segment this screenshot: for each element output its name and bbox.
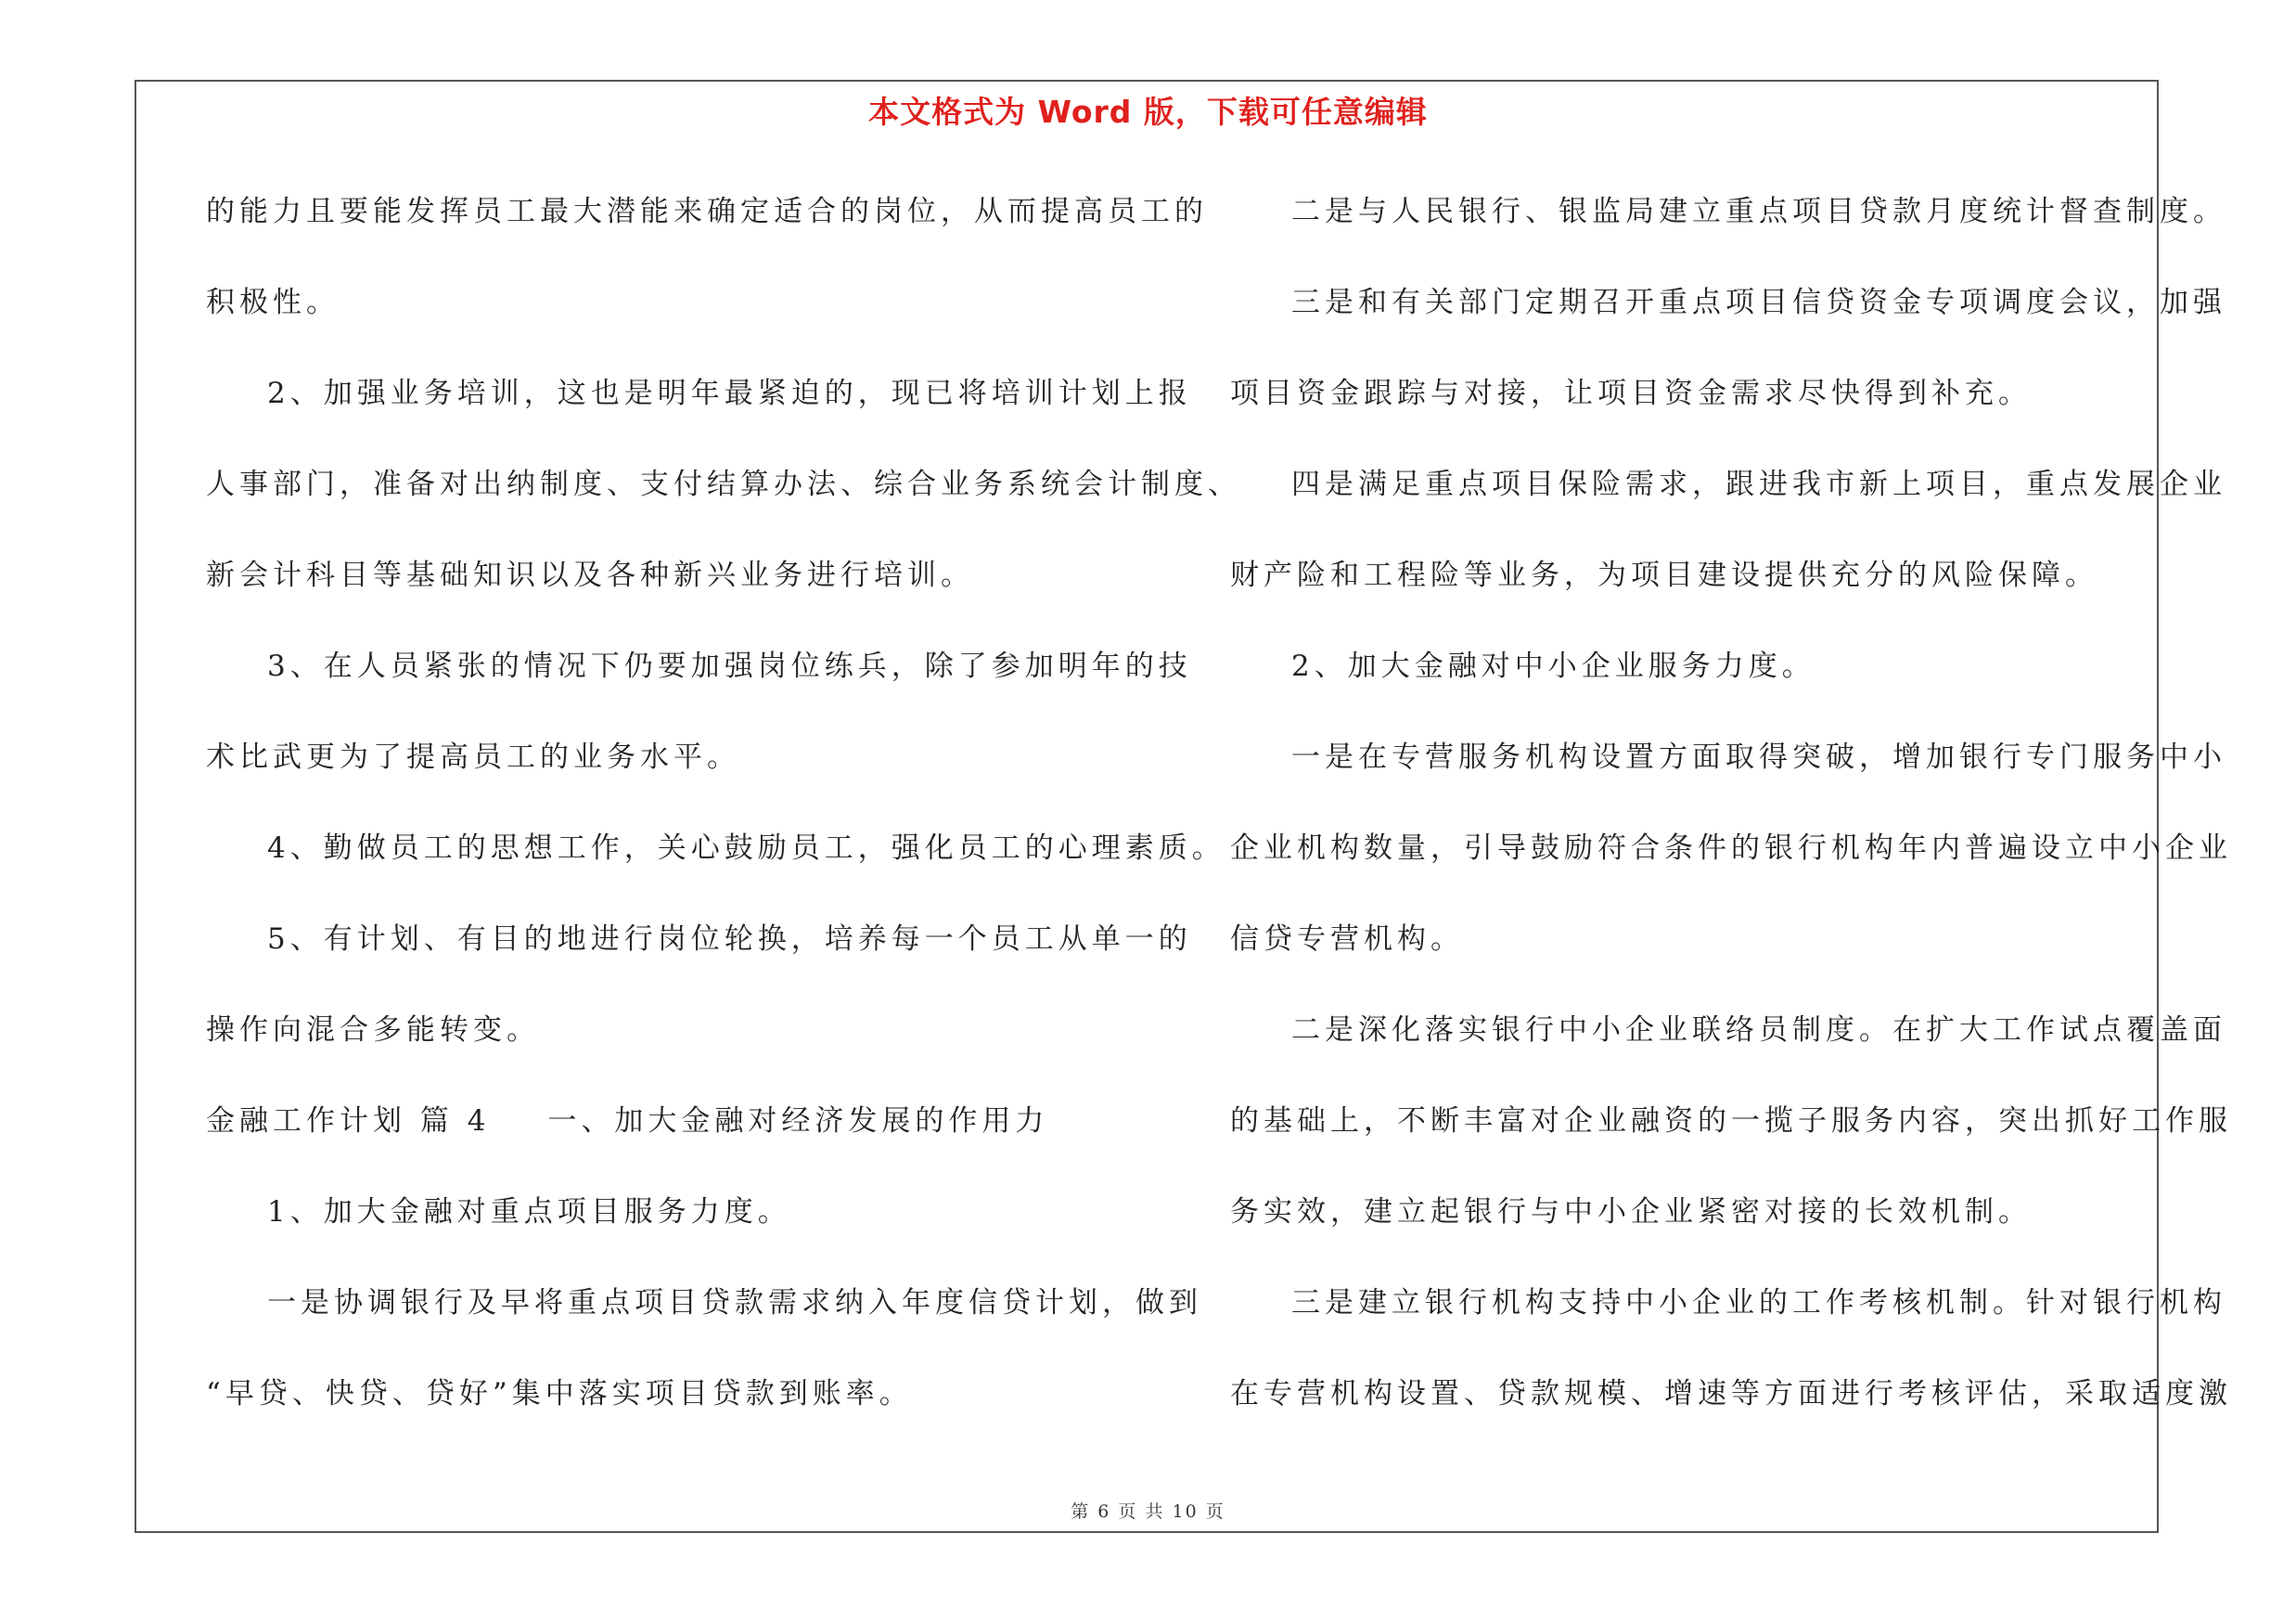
paragraph-line: 人事部门，准备对出纳制度、支付结算办法、综合业务系统会计制度、 (206, 468, 1241, 501)
section-heading: 一、加大金融对经济发展的作用力 (547, 1104, 1049, 1138)
paragraph-line: 三是和有关部门定期召开重点项目信贷资金专项调度会议，加强 (1291, 286, 2226, 319)
paragraph-line: 一是在专营服务机构设置方面取得突破，增加银行专门服务中小 (1291, 741, 2226, 774)
paragraph-line: 财产险和工程险等业务，为项目建设提供充分的风险保障。 (1230, 559, 2098, 592)
paragraph-line: 信贷专营机构。 (1230, 922, 1464, 956)
paragraph-line: 的能力且要能发挥员工最大潜能来确定适合的岗位，从而提高员工的 (206, 195, 1208, 228)
paragraph-line: 术比武更为了提高员工的业务水平。 (206, 741, 740, 774)
paragraph-line: 1、加大金融对重点项目服务力度。 (267, 1195, 791, 1229)
paragraph-line: 四是满足重点项目保险需求，跟进我市新上项目，重点发展企业 (1291, 468, 2226, 501)
section-line (206, 1095, 1124, 1186)
paragraph-line: 2、加大金融对中小企业服务力度。 (1291, 650, 1815, 683)
paragraph-line: 务实效，建立起银行与中小企业紧密对接的长效机制。 (1230, 1195, 2032, 1229)
paragraph-line: 新会计科目等基础知识以及各种新兴业务进行培训。 (206, 559, 974, 592)
paragraph-line: 企业机构数量，引导鼓励符合条件的银行机构年内普遍设立中小企业 (1230, 831, 2232, 865)
paragraph-line: 5、有计划、有目的地进行岗位轮换，培养每一个员工从单一的 (267, 922, 1192, 956)
paragraph-line: 二是与人民银行、银监局建立重点项目贷款月度统计督查制度。 (1291, 195, 2226, 228)
paragraph-line: 的基础上，不断丰富对企业融资的一揽子服务内容，突出抓好工作服 (1230, 1104, 2232, 1138)
word-format-banner: 本文格式为 Word 版，下载可任意编辑 (868, 94, 1428, 130)
paragraph-line: 项目资金跟踪与对接，让项目资金需求尽快得到补充。 (1230, 377, 2032, 410)
paragraph-line: 一是协调银行及早将重点项目贷款需求纳入年度信贷计划，做到 (267, 1286, 1202, 1320)
paragraph-line: “早贷、快贷、贷好”集中落实项目贷款到账率。 (206, 1377, 913, 1410)
paragraph-line: 2、加强业务培训，这也是明年最紧迫的，现已将培训计划上报 (267, 377, 1192, 410)
paragraph-line: 3、在人员紧张的情况下仍要加强岗位练兵，除了参加明年的技 (267, 650, 1192, 683)
page-number: 第 6 页 共 10 页 (1071, 1501, 1225, 1522)
paragraph-line: 在专营机构设置、贷款规模、增速等方面进行考核评估，采取适度激 (1230, 1377, 2232, 1410)
left-column (206, 186, 1241, 1459)
paragraph-line: 积极性。 (206, 286, 340, 319)
paragraph-line: 4、勤做员工的思想工作，关心鼓励员工，强化员工的心理素质。 (267, 831, 1225, 865)
section-title: 金融工作计划 篇 4 (206, 1104, 491, 1138)
right-column (1230, 186, 2232, 1459)
paragraph-line: 二是深化落实银行中小企业联络员制度。在扩大工作试点覆盖面 (1291, 1013, 2226, 1047)
paragraph-line: 操作向混合多能转变。 (206, 1013, 540, 1047)
paragraph-line: 三是建立银行机构支持中小企业的工作考核机制。针对银行机构 (1291, 1286, 2226, 1320)
